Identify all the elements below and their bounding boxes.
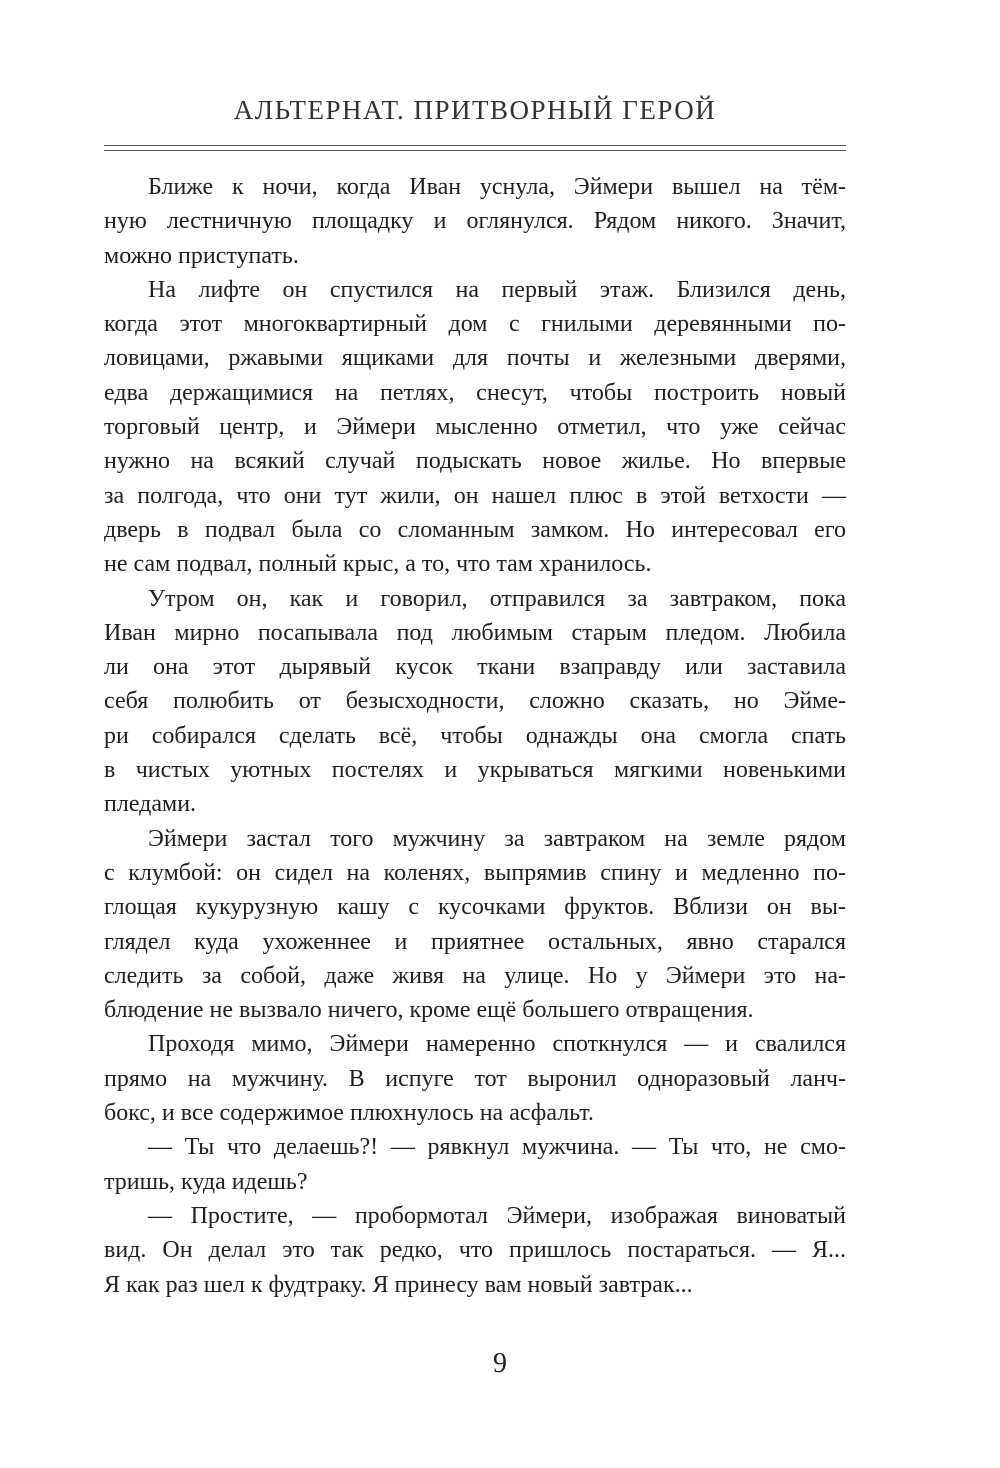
text-line: едва держащимися на петлях, снесут, чтобы построить новый	[104, 379, 846, 406]
text-line: можно приступать.	[104, 242, 299, 269]
paragraph	[104, 582, 846, 822]
paragraph	[104, 1027, 846, 1130]
text-line: На лифте он спустился на первый этаж. Близился день,	[148, 276, 846, 303]
text-line: глощая кукурузную кашу с кусочками фруктов. Вблизи он вы-	[104, 894, 846, 921]
text-line: — Простите, — пробормотал Эймери, изображая виноватый	[148, 1202, 846, 1229]
text-line: не сам подвал, полный крыс, а то, что там хранилось.	[104, 551, 652, 578]
text-line: за полгода, что они тут жили, он нашел плюс в этой ветхости —	[104, 482, 846, 509]
text-line: ловицами, ржавыми ящиками для почты и железными дверями,	[104, 345, 846, 372]
text-line: пледами.	[104, 791, 197, 818]
text-line: ли она этот дырявый кусок ткани взаправду или заставила	[104, 654, 846, 681]
text-line: Проходя мимо, Эймери намеренно споткнулся — и свалился	[148, 1031, 846, 1058]
page-number: 9	[493, 1348, 507, 1379]
paragraph	[104, 1130, 846, 1199]
body-text	[104, 170, 846, 1302]
text-line: бокс, и все содержимое плюхнулось на асфальт.	[104, 1100, 594, 1127]
text-line: глядел куда ухоженнее и приятнее остальных, явно старался	[104, 928, 846, 955]
text-line: с клумбой: он сидел на коленях, выпрямив спину и медленно по-	[104, 859, 846, 886]
text-line: нужно на всякий случай подыскать новое жилье. Но впервые	[104, 448, 846, 475]
running-header: АЛЬТЕРНАТ. ПРИТВОРНЫЙ ГЕРОЙ	[233, 95, 717, 125]
text-line: Ближе к ночи, когда Иван уснула, Эймери вышел на тём-	[148, 174, 846, 200]
text-line: тришь, куда идешь?	[104, 1168, 308, 1195]
paragraph	[104, 822, 846, 1028]
header-rule-top	[104, 145, 846, 146]
text-line: Я как раз шел к фудтраку. Я принесу вам новый завтрак...	[104, 1271, 693, 1298]
text-line: себя полюбить от безысходности, сложно сказать, но Эйме-	[104, 688, 846, 715]
text-line: в чистых уютных постелях и укрываться мягкими новенькими	[104, 757, 846, 784]
text-line: когда этот многоквартирный дом с гнилыми деревянными по-	[104, 311, 846, 338]
paragraph	[104, 170, 846, 273]
text-line: блюдение не вызвало ничего, кроме ещё большего отвращения.	[104, 997, 754, 1024]
text-line: дверь в подвал была со сломанным замком. Но интересовал его	[104, 516, 846, 543]
text-line: Иван мирно посапывала под любимым старым пледом. Любила	[104, 619, 846, 646]
text-line: ную лестничную площадку и оглянулся. Рядом никого. Значит,	[104, 208, 846, 235]
text-line: торговый центр, и Эймери мысленно отметил, что уже сейчас	[104, 414, 846, 441]
paragraph	[104, 273, 846, 582]
text-line: прямо на мужчину. В испуге тот выронил одноразовый ланч-	[104, 1065, 846, 1092]
text-line: Утром он, как и говорил, отправился за завтраком, пока	[148, 585, 846, 612]
header-rule-bottom	[104, 150, 846, 151]
text-line: ри собирался сделать всё, чтобы однажды она смогла спать	[104, 722, 846, 749]
text-line: вид. Он делал это так редко, что пришлось постараться. — Я...	[104, 1237, 846, 1264]
text-line: Эймери застал того мужчину за завтраком на земле рядом	[148, 825, 846, 852]
text-line: — Ты что делаешь?! — рявкнул мужчина. — Ты что, не смо-	[148, 1134, 846, 1161]
paragraph	[104, 1199, 846, 1302]
text-line: следить за собой, даже живя на улице. Но у Эймери это на-	[104, 962, 846, 989]
